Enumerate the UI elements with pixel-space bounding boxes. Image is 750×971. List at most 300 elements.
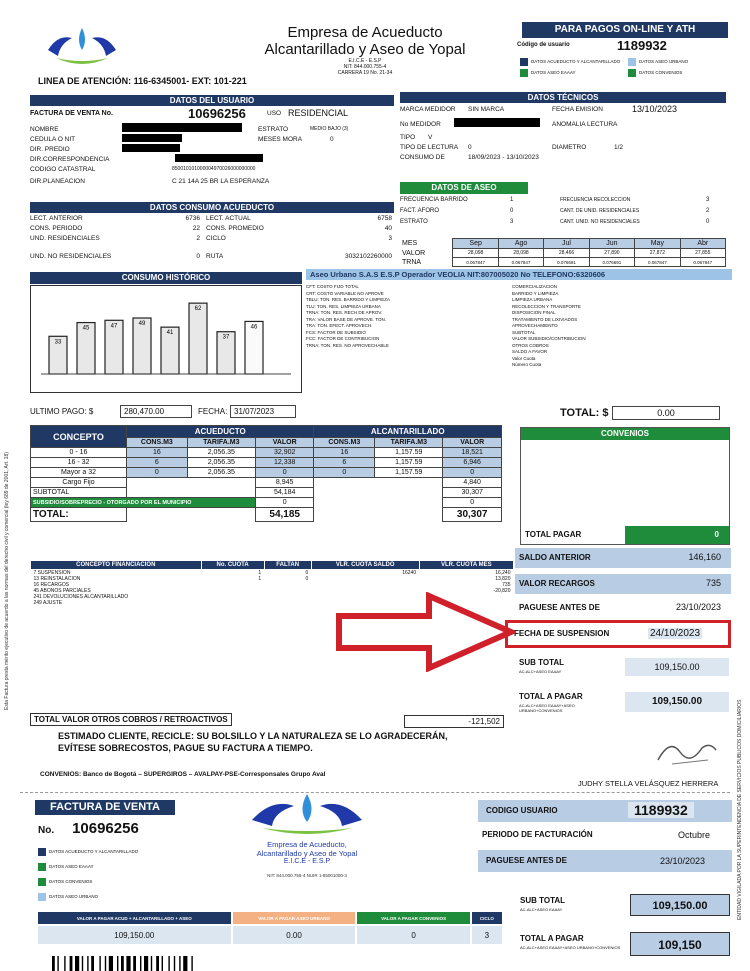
stub-company-2: Alcantarillado y Aseo de Yopal [256,849,358,858]
concepto-value: 6 [127,458,188,468]
aseo-label: ESTRATO [400,219,428,225]
valor-cell: 27,890 [589,249,634,258]
attention-line: LINEA DE ATENCIÓN: 116-6345001- EXT: 101-221 [38,76,247,86]
legend-label: DATOS ACUEDUCTO Y ALCANTARILLADO [49,849,139,855]
subsidio-alc: 0 [443,498,502,508]
dir-predio-label: DIR. PREDIO [30,146,70,153]
side-legal-text-right: ENTIDAD VIGILADA POR LA SUPERINTENDENCIA DE SERVICIOS PÚBLICOS DOMICILIARIOS [737,699,743,920]
consumo-value: 3 [388,235,392,242]
consumo-value: 0 [196,253,200,260]
summary-label: VALOR RECARGOS [519,579,595,588]
month-cell: Abr [680,239,725,249]
barcode [52,956,242,971]
stub-periodo: Octubre [678,830,711,840]
legend-item [520,69,576,77]
summary-row [515,548,731,568]
barcode-bar [144,956,148,971]
historico-label: 45 [82,325,90,332]
aseo-detail-item: APROVECHAMIENTO [512,323,558,328]
historico-chart [31,286,301,392]
marca-value: SIN MARCA [468,106,505,113]
barcode-bar [70,956,73,971]
consumo-value: 6758 [377,215,392,222]
stub-paguese: 23/10/2023 [660,856,706,866]
ultimo-pago-label: ULTIMO PAGO: $ [30,407,94,416]
stub-codigo-label: CODIGO USUARIO [486,806,558,815]
consumo-value: 6736 [185,215,200,222]
aseo-detail-item: TRA: VALOR BASE DE APROVE. TON. [306,316,387,322]
summary-label: SALDO ANTERIOR [519,553,591,562]
aseo-detail-item: TRATAMIENTO DE LIXIVIADOS [512,316,578,322]
barcode-bar [52,956,55,971]
concepto-value: 16 [127,448,188,458]
aseo-detail-item: CRT: COSTO VARIABLE NO APROVE [306,290,384,296]
legend-label: DATOS ASEO EAAAY [49,864,94,870]
stub-legend-item [38,863,94,871]
historico-label: 46 [250,324,258,331]
stub-legend [38,848,208,912]
subtotal-sub: AC-ALC+ASEO EAAAY [519,669,562,674]
company-logo [38,24,126,74]
barcode-bar [109,956,113,971]
stub-periodo-label: PERIODO DE FACTURACIÓN [482,830,593,839]
stub-paguese-label: PAGUESE ANTES DE [486,856,567,865]
consumo-value: 3032102260000 [345,253,392,260]
legend-swatch [38,863,46,871]
ultimo-pago-value: 280,470.00 [120,405,192,418]
stub-total: 109,150 [630,932,730,956]
aseo-label: FRECUENCIA RECOLECCION [560,197,631,203]
stub-legend-item [38,893,98,901]
valor-cell: 27,855 [680,249,725,258]
month-cell: Jun [589,239,634,249]
aseo-detail-item: TBLU: TON. RES. BARRIDO Y LIMPIEZA [306,297,390,302]
concepto-value: 18,521 [443,448,502,458]
estrato-label: ESTRATO [258,126,289,133]
consumo-label: UND. RESIDENCIALES [30,235,100,242]
total-value: 109,150.00 [625,692,729,712]
aseo-detail-item: Número Cuota [512,362,542,367]
suspension-row [505,620,731,648]
financiacion-cell: 45 ABONOS PARCIALES [33,588,91,594]
aseo-detail-item: TRNA: TON. RES. NO APROVECHABLE [306,342,389,348]
barcode-bar [140,956,141,971]
aseo-label: FRECUENCIA BARRIDO [400,197,468,203]
concepto-range: 0 - 16 [31,448,127,458]
suspension-value: 24/10/2023 [650,628,701,639]
summary-label: PAGUESE ANTES DE [519,603,600,612]
financiacion-cell: 16,240 [495,570,511,576]
concepto-row [31,488,502,498]
barcode-bar [183,956,187,971]
barcode-bar [156,956,159,971]
company-sub: E.I.C.E - E.S.P [348,58,382,64]
aseo-detail-left [306,284,506,384]
concepto-value: 12,338 [255,458,314,468]
financiacion-header-row [31,561,514,570]
concepto-table [30,425,502,522]
signer-name: JUDHY STELLA VELÁSQUEZ HERRERA [578,779,719,788]
legend-label: DATOS CONVENIOS [49,879,93,885]
summary-value: 735 [705,578,721,588]
aseo-detail-item: CFT: COSTO FIJO TOTAL [306,284,359,289]
barcode-bar [191,956,192,971]
stub-bottom-value: 0.00 [232,925,357,945]
aseo-detail-item: DISPOSICION FINAL [512,310,556,315]
invoice-label: FACTURA DE VENTA No. [30,110,113,117]
acueducto-header: ACUEDUCTO [127,426,314,438]
stub-legend-item [38,878,92,886]
user-code-label: Código de usuario [517,42,570,48]
aseo-value: 3 [706,197,710,203]
aseo-label: CANT. DE UNID. RESIDENCIALES [560,208,640,214]
tipo-lectura-value: 0 [468,144,472,151]
online-legend [520,58,732,82]
aseo-detail-item: VALOR SUBSIDIO/CONTRIBUCION [512,336,586,341]
legend-label: DATOS ACUEDUCTO Y ALCANTARILLADO [531,59,621,65]
legend-item [628,69,682,77]
stub-total-sub: AC-ALC+ASEO EAAAY+ASEO URBANO+CONVENIOS [520,945,621,950]
consumo-value: 40 [384,225,392,232]
consumo-label: LECT. ANTERIOR [30,215,83,222]
suspension-label: FECHA DE SUSPENSION [514,629,610,638]
aseo-operator: Aseo Urbano S.A.S E.S.P Operador VEOLIA NIT:807005020 No TELEFONO:6320606 [306,269,732,280]
consumo-label: UND. NO RESIDENCIALES [30,253,112,260]
legend-label: DATOS ASEO URBANO [639,59,689,65]
summary-row [515,598,731,618]
stub-bottom-header: CICLO [471,911,503,925]
diametro-label: DIAMETRO [552,144,587,151]
stub-total-label: TOTAL A PAGAR [520,934,584,943]
barcode-bar [105,956,106,971]
user-data-title: DATOS DEL USUARIO [30,95,394,106]
financiacion-header: VLR. CUOTA SALDO [311,561,419,570]
barcode-bar [82,956,83,971]
concepto-row [31,468,502,478]
fecha-pago-value: 31/07/2023 [230,405,296,418]
aseo-detail-item: Valor Cuota [512,355,536,361]
trna-label: TRNA [402,258,422,266]
trna-cell: 0.076691 [544,258,589,267]
summary-value: 23/10/2023 [675,602,721,612]
estrato-value: MEDIO BAJO (3) [310,126,349,132]
stub-bottom-header-row [37,911,503,925]
trna-cell: 0.067847 [680,258,725,267]
month-cell: Jul [544,239,589,249]
valor-cell: 27,872 [635,249,680,258]
legend-label: DATOS ASEO URBANO [49,894,99,900]
nombre-label: NOMBRE [30,126,59,133]
redacted-id [122,134,182,142]
tech-data-title: DATOS TÉCNICOS [400,92,726,103]
aseo-detail-item: TLU: TON. RES. LIMPIEZA URBANA [306,303,381,309]
mes-label: MES [402,240,418,247]
legend-swatch [520,69,528,77]
barcode-bar [64,956,65,971]
aseo-label: CANT. UNID. NO RESIDENCIALES [560,219,640,225]
consumo-label: CONS. PERIODO [30,225,83,232]
barcode-bar [174,956,175,971]
concepto-range: Mayor a 32 [31,468,127,478]
meses-label: MESES MORA [258,136,303,143]
uso-value: RESIDENCIAL [288,108,349,118]
month-cell: May [635,239,680,249]
aseo-detail-item: COMERCIALIZACION [512,284,558,289]
consumo-value: 22 [192,225,200,232]
barcode-bar [57,956,58,971]
aseo-detail-item: FCS: FACTOR DE SUBSIDIO [306,329,366,335]
legend-item [520,58,620,66]
catastral-label: CODIGO CATASTRAL [30,166,96,173]
redacted-name [122,123,242,132]
concepto-value: 1,157.59 [375,468,443,478]
legend-swatch [628,69,636,77]
barcode-bar [75,956,79,971]
stub-bottom-header: VALOR A PAGAR ACUD + ALCANTARILLADO + ASEO [37,911,232,925]
fecha-pago-label: FECHA: [198,407,228,416]
meses-value: 0 [330,136,334,143]
aseo-detail-item: SUBTOTAL [512,329,536,335]
barcode-bar [168,956,169,971]
concepto-row [31,448,502,458]
stub-bottom-value-row [37,925,503,945]
concepto-value: 0 [255,468,314,478]
consumo-title: DATOS CONSUMO ACUEDUCTO [30,202,394,213]
stub-bottom-header: VALOR A PAGAR CONVENIOS [356,911,470,925]
historico-title: CONSUMO HISTÓRICO [30,272,302,284]
legend-swatch [628,58,636,66]
online-payment-title: PARA PAGOS ON-LINE Y ATH [522,22,728,38]
company-address: CARRERA 19 No. 21-34 [337,70,393,76]
financiacion-cell: 249 AJUSTE [33,600,63,606]
concepto-label: TOTAL: [31,508,127,522]
consumo-value: 2 [196,235,200,242]
fecha-emision-label: FECHA EMISION [552,106,603,113]
medidor-label: No MEDIDOR [400,121,441,128]
stub-subtotal-label: SUB TOTAL [520,896,566,905]
concepto-value: 16 [314,448,375,458]
concepto-value: 6,946 [443,458,502,468]
stub-subtotal-sub: AC-ALC+ASEO EAAAY [520,907,563,912]
financiacion-cell [264,600,311,606]
aseo-value: 0 [510,208,514,214]
financiacion-cell: 241 DEVOLUCIONES ALCANTARILLADO [33,594,129,600]
aseo-label: FACT. AFORO [400,208,440,214]
concepto-alc-value: 30,307 [443,488,502,498]
stub-legend-item [38,848,138,856]
subsidio-row [31,498,502,508]
barcode-bar [151,956,152,971]
legend-swatch [38,848,46,856]
aseo-value: 0 [706,219,710,225]
anomalia-label: ANOMALIA LECTURA [552,121,618,128]
valor-cell: 28,098 [498,249,543,258]
aseo-detail-item: FCC: FACTOR DE CONTRIBUCION [306,336,380,341]
valor-cell: 28,098 [453,249,498,258]
company-name: Empresa de Acueducto [287,24,443,41]
aseo-total-value: 0.00 [612,406,720,420]
stub-no: 10696256 [72,820,139,837]
financiacion-cell: 16240 [402,570,417,576]
concepto-alc-value: 4,840 [443,478,502,488]
user-code: 1189932 [617,38,667,53]
financiacion-cell: -20,820 [493,588,511,594]
legend-label: DATOS ASEO EAAAY [531,70,576,76]
aseo-detail-item: SALDO A FAVOR [512,349,548,354]
legend-item [628,58,688,66]
alcantarillado-header: ALCANTARILLADO [314,426,502,438]
concepto-acu-value: 54,185 [255,508,314,522]
concepto-col-header: VALOR [255,438,314,448]
aseo-monthly-table [400,238,726,267]
consumo-rows [30,215,394,267]
legend-label: DATOS CONVENIOS [639,70,683,76]
legend-swatch [520,58,528,66]
consumo-label: CONS. PROMEDIO [206,225,264,232]
concepto-col-header: TARIFA.M3 [375,438,443,448]
stub-bottom-table [36,910,504,946]
barcode-bar [133,956,136,971]
legend-swatch [38,878,46,886]
barcode-bar [121,956,124,971]
company-name-2: Alcantarillado y Aseo de Yopal [264,41,466,58]
marca-label: MARCA MEDIDOR [400,106,456,113]
barcode-bar [91,956,94,971]
legend-swatch [38,893,46,901]
total-pagar-row [515,692,731,732]
valor-cell: 28,466 [544,249,589,258]
stub-subtotal: 109,150.00 [630,894,730,916]
aseo-detail-item: LIMPIEZA URBANA [512,297,553,302]
financiacion-cell: 16 RECARGOS [33,582,70,588]
concepto-value: 2,056.35 [187,468,255,478]
financiacion-cell: 0 [305,570,309,576]
barcode-bar [99,956,100,971]
dirplan-value: C 21 14A 25 BR LA ESPERANZA [172,178,270,185]
dir-corr-label: DIR.CORRESPONDENCIA [30,156,110,163]
dirplan-label: DIR.PLANEACION [30,178,85,185]
concepto-value: 2,056.35 [187,448,255,458]
stub-company-1: Empresa de Acueducto, [267,840,347,849]
otros-label: TOTAL VALOR OTROS COBROS / RETROACTIVOS [30,713,232,726]
tipo-lectura-label: TIPO DE LECTURA [400,144,459,151]
consumo-de-label: CONSUMO DE [400,154,445,161]
total-sub: AC-ALC+ASEO EAAAY+ASEO URBANO+CONVENIOS [519,703,575,713]
stub-company-3: E.I.C.E - E.S.P [283,858,331,865]
summary-row [515,574,731,594]
subsidio-acu: 0 [255,498,314,508]
stub-bottom-value: 3 [471,925,503,945]
aseo-detail-item: TRNA: TON. RES. RECH DE APROV. [306,310,383,315]
redacted-meter [454,118,540,127]
historico-label: 33 [54,339,62,346]
concepto-acu-value: 54,184 [255,488,314,498]
concepto-label: SUBTOTAL [31,488,127,498]
concepto-col-header: CONS.M3 [314,438,375,448]
subtotal-value: 109,150.00 [625,658,729,676]
concepto-row [31,458,502,468]
concepto-value: 0 [443,468,502,478]
convenios-line: CONVENIOS: Banco de Bogotá – SUPERGIROS – AVALPAY-PSE-Corresponsales Grupo Aval [40,771,326,778]
concepto-range: 16 - 32 [31,458,127,468]
trna-cell: 0.076691 [589,258,634,267]
concepto-row [31,508,502,522]
subtotal-row [515,658,731,686]
financiacion-cell [201,600,264,606]
subtotal-label: SUB TOTAL [519,658,565,667]
stub-bottom-header: VALOR A PAGAR ASEO URBANO [232,911,357,925]
barcode-bar [87,956,88,971]
message-line-1: ESTIMADO CLIENTE, RECICLE: SU BOLSILLO Y LA NATURALEZA SE LO AGRADECERÁN, [58,731,448,741]
historico-label: 62 [194,306,202,313]
uso-label: USO [267,110,282,117]
historico-label: 47 [110,323,118,330]
historico-bar [189,303,207,374]
red-arrow-annotation [335,592,515,672]
financiacion-header: VLR. CUOTA MES [419,561,513,570]
summary-value: 146,160 [688,552,721,562]
concepto-col-header: VALOR [443,438,502,448]
message-line-2: EVÍTESE SOBRECOSTOS, PAGUE SU FACTURA A TIEMPO. [58,743,313,753]
redacted-address [122,144,180,152]
tipo-label: TIPO [400,134,416,141]
concepto-value: 0 [127,468,188,478]
financiacion-cell: 735 [502,582,511,588]
convenios-total-value: 0 [625,526,729,544]
aseo-total-label: TOTAL: $ [560,407,609,419]
barcode-bar [126,956,130,971]
aseo-value: 2 [706,208,710,214]
concepto-value: 0 [314,468,375,478]
aseo-detail-item: TRA: TON. EFECT. APROVECH. [306,323,373,328]
concepto-label: Cargo Fijo [31,478,127,488]
summary-box [515,548,733,748]
aseo-detail-right [512,284,732,384]
financiacion-cell: 7 SUSPENSION [33,570,71,576]
catastral-value: 850010101000004970026000000000 [172,166,256,172]
historico-label: 37 [222,334,230,341]
financiacion-cell: 1 [258,576,262,582]
subsidio-label: SUBSIDIO/SOBREPRECIO - OTORGADO POR EL MUNICIPIO [31,498,256,508]
tipo-value: V [428,134,433,141]
stub-bottom-value: 0 [356,925,470,945]
concepto-col-header: CONS.M3 [127,438,188,448]
concepto-acu-value: 8,945 [255,478,314,488]
financiacion-cell: 13,820 [495,576,511,582]
stub-bottom-value: 109,150.00 [37,925,232,945]
concepto-value: 2,056.35 [187,458,255,468]
concepto-value: 32,902 [255,448,314,458]
cedula-label: CEDULA O NIT [30,136,76,143]
consumo-de-value: 18/09/2023 - 13/10/2023 [468,154,539,161]
financiacion-header: No. CUOTA [201,561,264,570]
financiacion-header: FALTAN [264,561,311,570]
financiacion-cell: 0 [305,576,309,582]
concepto-alc-value: 30,307 [443,508,502,522]
barcode-bar [117,956,118,971]
consumo-label: CICLO [206,235,226,242]
financiacion-header: CONCEPTO FINANCIACIÓN [31,561,202,570]
concepto-value: 6 [314,458,375,468]
trna-cell: 0.067847 [635,258,680,267]
financiacion-cell: 13 REINSTALACION [33,576,81,582]
aseo-detail-item: RECOLECCION Y TRANSPORTE [512,303,581,309]
otros-value: -121,502 [404,715,504,728]
trna-cell: 0.067847 [498,258,543,267]
invoice-number: 10696256 [188,106,246,121]
trna-cell: 0.067847 [453,258,498,267]
fecha-emision-value: 13/10/2023 [632,104,678,114]
